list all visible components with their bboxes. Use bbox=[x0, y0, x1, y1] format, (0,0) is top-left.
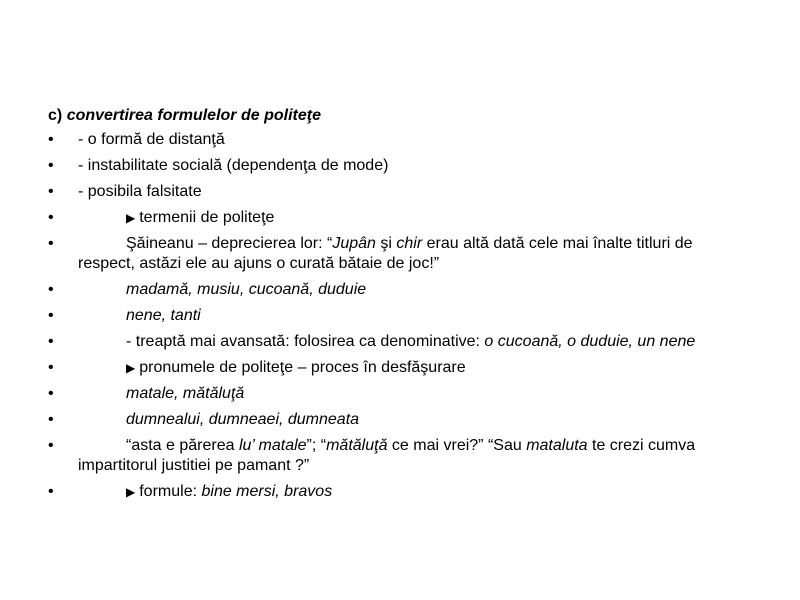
list-item-text bbox=[78, 411, 359, 428]
text-segment: - o formă de distanţă bbox=[78, 131, 225, 148]
arrow-icon: ▶ bbox=[126, 485, 136, 499]
text-segment: - instabilitate socială (dependenţa de mode) bbox=[78, 157, 389, 174]
list-item bbox=[48, 234, 748, 274]
list-item-text bbox=[78, 437, 695, 474]
bullet-icon: • bbox=[48, 483, 54, 500]
text-segment: mataluta bbox=[526, 437, 588, 454]
bullet-icon: • bbox=[48, 131, 54, 148]
list-item bbox=[48, 306, 748, 326]
text-segment: bine mersi, bravos bbox=[201, 483, 333, 500]
bullet-icon: • bbox=[48, 437, 54, 454]
bullet-icon: • bbox=[48, 411, 54, 428]
bullet-icon: • bbox=[48, 235, 54, 252]
list-item bbox=[48, 358, 748, 378]
bullet-icon: • bbox=[48, 385, 54, 402]
list-item-text bbox=[78, 333, 695, 350]
text-segment: nene, tanti bbox=[126, 307, 201, 324]
bullet-icon: • bbox=[48, 281, 54, 298]
text-segment: “asta e părerea bbox=[126, 437, 239, 454]
list-item bbox=[48, 332, 748, 352]
list-item-text bbox=[78, 307, 201, 324]
text-segment: chir bbox=[396, 235, 423, 252]
text-segment: madamă, musiu, cucoană, duduie bbox=[126, 281, 367, 298]
list-item-text bbox=[78, 385, 244, 402]
list-item bbox=[48, 482, 748, 502]
list-item-text bbox=[78, 235, 693, 272]
section-title-text: convertirea formulelor de politeţe bbox=[66, 107, 321, 124]
text-segment: ”; “ bbox=[306, 437, 327, 454]
text-segment: te crezi cumva impartitorul justitiei pe pamant ?” bbox=[78, 437, 696, 474]
list-item-text bbox=[78, 183, 202, 200]
text-segment: erau altă dată cele mai înalte titluri de respect, astăzi ele au ajuns o curată bătaie de joc!” bbox=[78, 235, 693, 272]
text-segment: pronumele de politeţe – proces în desfăşurare bbox=[139, 359, 466, 376]
arrow-icon: ▶ bbox=[126, 211, 136, 225]
text-segment: Şăineanu – deprecierea lor: “ bbox=[126, 235, 333, 252]
list-item bbox=[48, 156, 748, 176]
text-segment: o cucoană, o duduie, un nene bbox=[484, 333, 696, 350]
list-item bbox=[48, 280, 748, 300]
bullet-icon: • bbox=[48, 359, 54, 376]
list-item-text bbox=[78, 359, 466, 376]
text-segment: - posibila falsitate bbox=[78, 183, 202, 200]
section-title-prefix: c) bbox=[48, 107, 63, 124]
text-segment: termenii de politeţe bbox=[139, 209, 275, 226]
bullet-icon: • bbox=[48, 209, 54, 226]
bullet-icon: • bbox=[48, 157, 54, 174]
text-segment: ce mai vrei?” “Sau bbox=[387, 437, 527, 454]
bullet-list bbox=[48, 130, 748, 508]
text-segment: lu’ matale bbox=[238, 437, 307, 454]
list-item-text bbox=[78, 209, 274, 226]
list-item bbox=[48, 436, 748, 476]
list-item bbox=[48, 384, 748, 404]
list-item bbox=[48, 410, 748, 430]
text-segment: matale, mătăluţă bbox=[126, 385, 245, 402]
text-segment: formule: bbox=[139, 483, 202, 500]
text-segment: mătăluţă bbox=[326, 437, 388, 454]
list-item bbox=[48, 130, 748, 150]
list-item-text bbox=[78, 281, 366, 298]
bullet-icon: • bbox=[48, 183, 54, 200]
text-segment: şi bbox=[375, 235, 397, 252]
list-item-text bbox=[78, 157, 388, 174]
section-title bbox=[48, 106, 321, 126]
list-item-text bbox=[78, 483, 332, 500]
text-segment: - treaptă mai avansată: folosirea ca denominative: bbox=[126, 333, 485, 350]
text-segment: Jupân bbox=[332, 235, 376, 252]
bullet-icon: • bbox=[48, 333, 54, 350]
text-segment: dumnealui, dumneaei, dumneata bbox=[126, 411, 360, 428]
arrow-icon: ▶ bbox=[126, 361, 136, 375]
list-item bbox=[48, 208, 748, 228]
list-item bbox=[48, 182, 748, 202]
bullet-icon: • bbox=[48, 307, 54, 324]
list-item-text bbox=[78, 131, 225, 148]
